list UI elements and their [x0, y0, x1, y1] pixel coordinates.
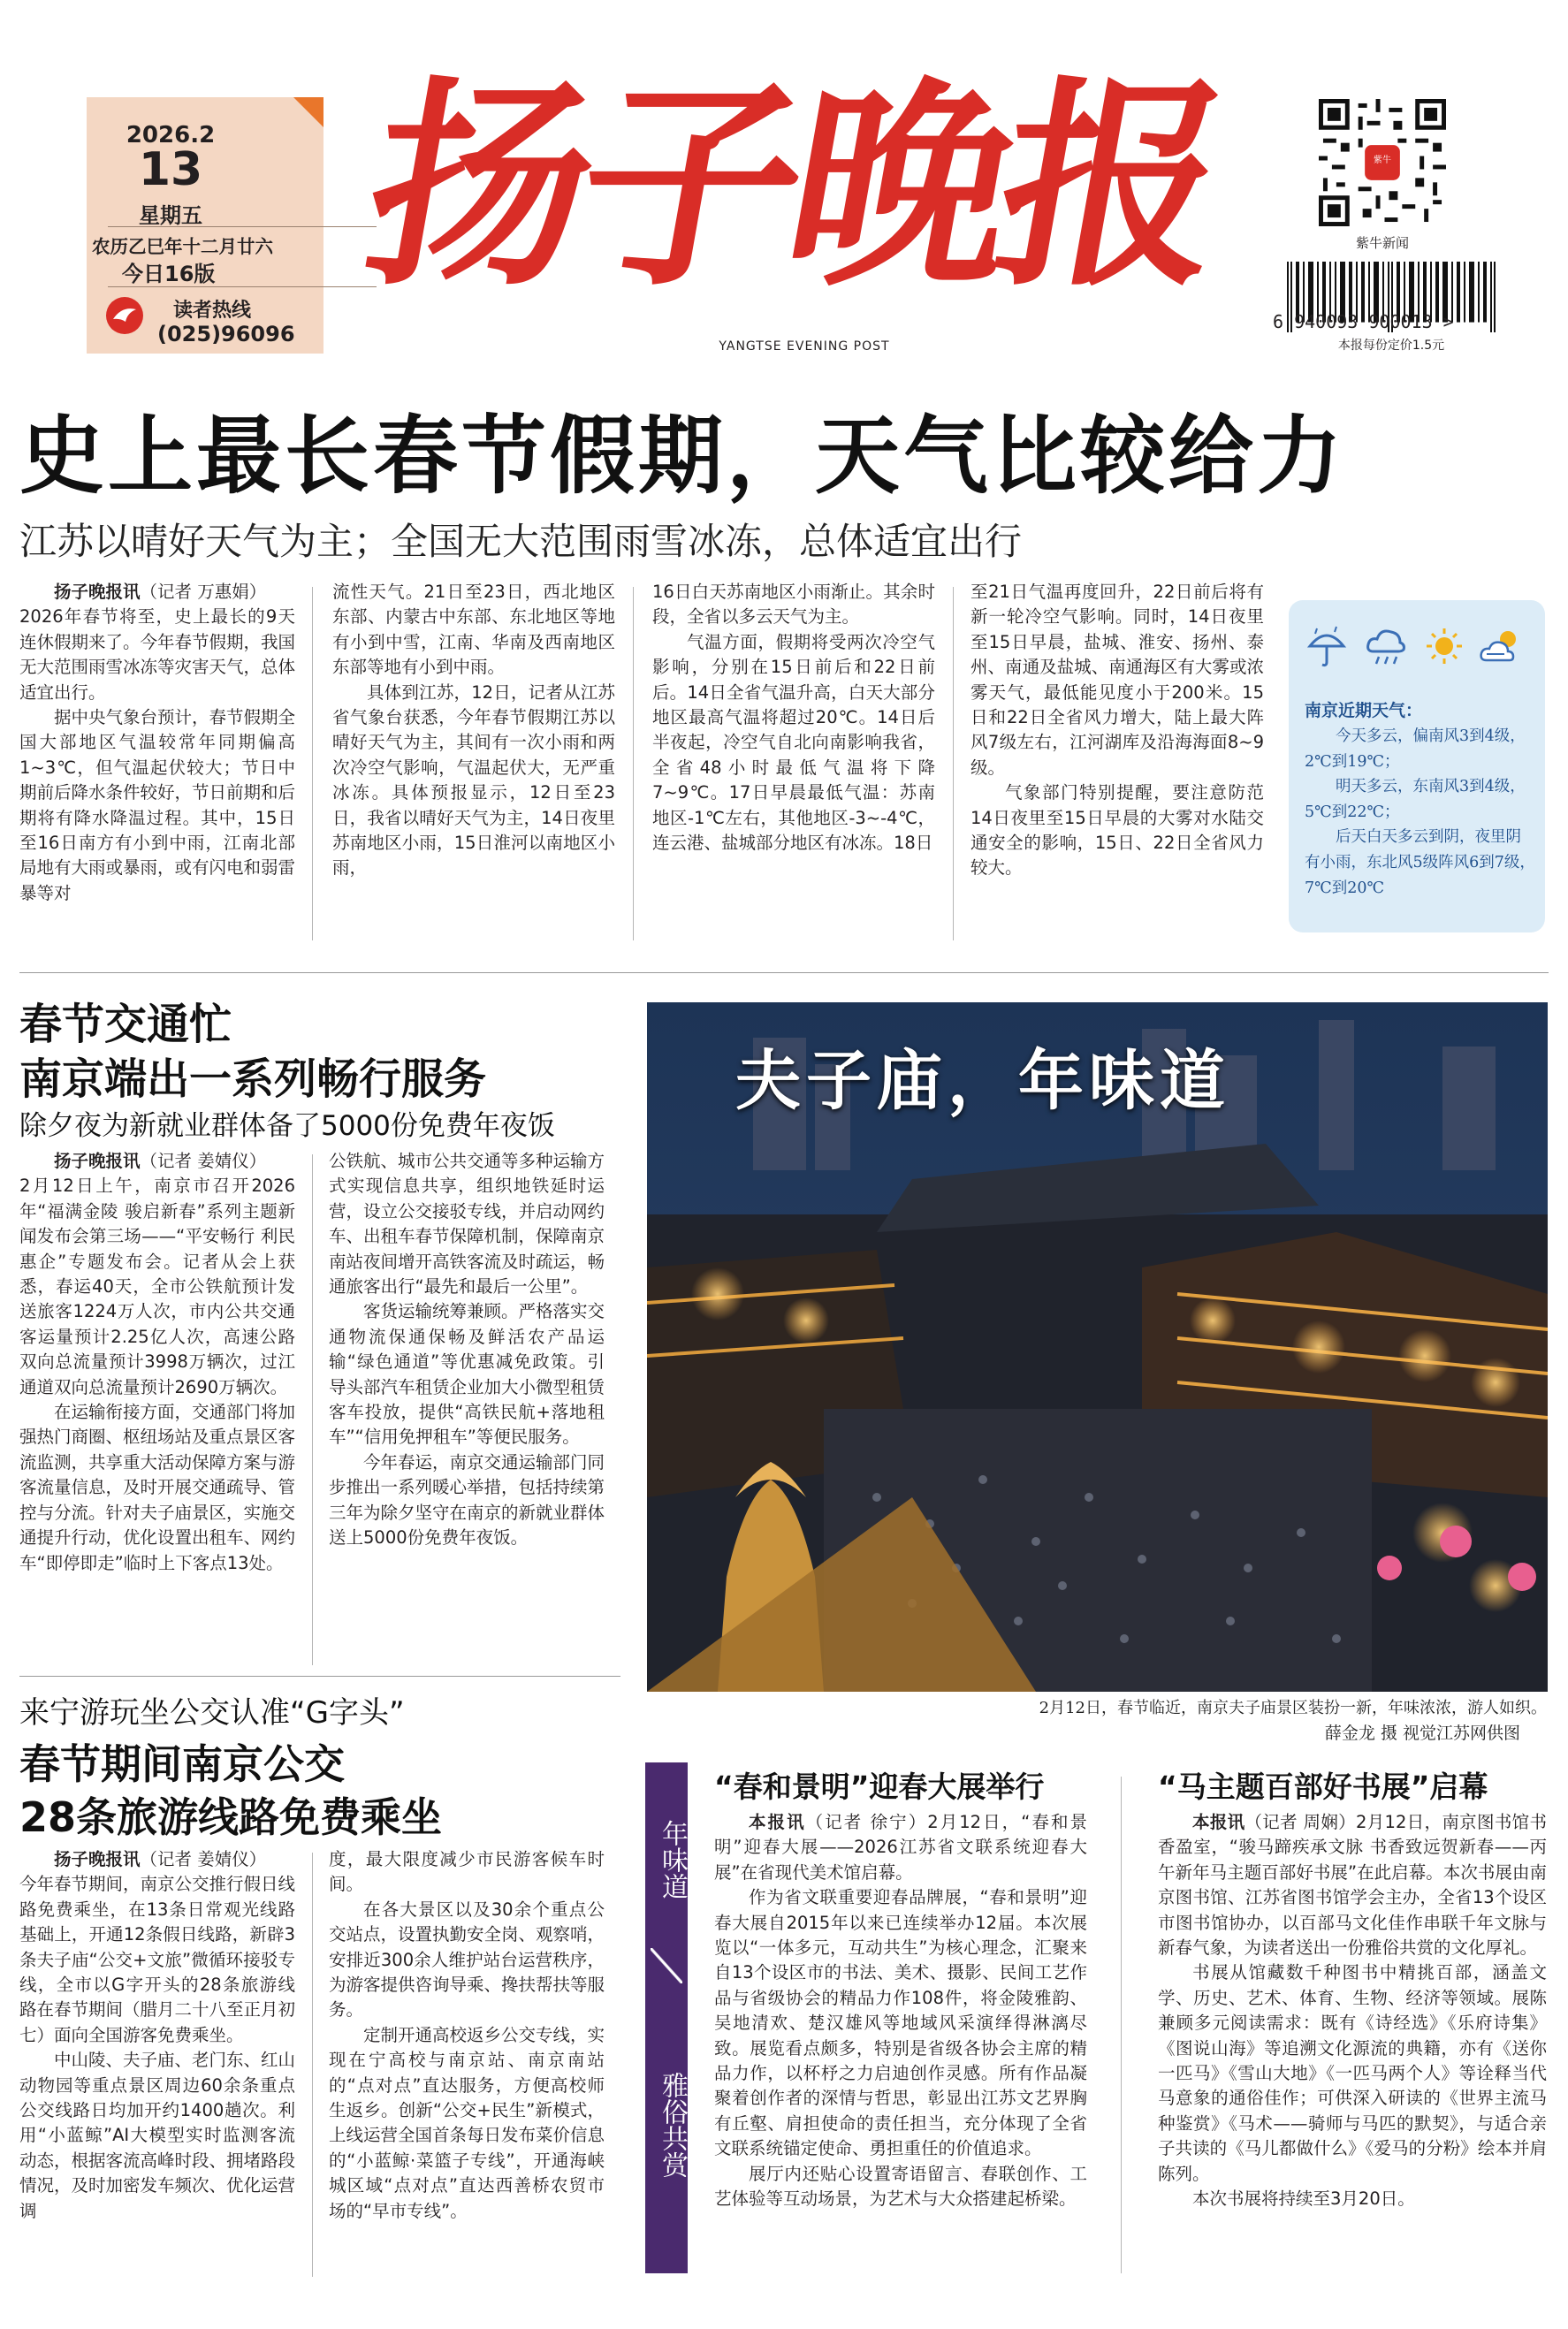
hotline-label: 读者热线: [173, 300, 252, 322]
lead-paragraph: 气温方面，假期将受两次冷空气影响，分别在15日前后和22日前后。14日全省气温升高，白天大部分地区最高气温将超过20℃。14日后半夜起，冷空气自北向南影响我省，全省48小时最低气温将下降7~9℃。17日早晨最低气温：苏南地区-1℃左右，其他地区-3~-4℃，连云港、盐城部分地区有冰冻。18日: [652, 631, 935, 854]
transport-column-1: [19, 1149, 295, 1576]
lead-paragraph: 至21日气温再度回升，22日前后将有新一轮冷空气影响。同时，14日夜里至15日早晨，盐城、淮安、扬州、泰州、南通及盐城、南通海区有大雾或浓雾天气，最低能见度小于200米。15日和22日全省风力增大，陆上最大阵风7级左右，江河湖库及沿海海面8~9级。: [970, 582, 1264, 778]
transport-paragraph: 今年春运，南京交通运输部门同步推出一系列暖心举措，包括持续第三年为除夕坚守在南京的新就业群体送上5000份免费年夜饭。: [329, 1451, 605, 1549]
lead-paragraph: 2026年春节将至，史上最长的9天连休假期来了。今年春节假期，我国无大范围雨雪冰冻等灾害天气，总体适宜出行。: [19, 606, 296, 703]
books-title: “马主题百部好书展”启幕: [1158, 1770, 1488, 1804]
issue-day: 13: [138, 143, 203, 196]
books-reporter: （记者 周娴）: [1245, 1812, 1356, 1832]
weather-line: 今天多云，偏南风3到4级，2℃到19℃；: [1305, 727, 1526, 771]
bus-paragraph: 定制开通高校返乡公交专线，实现在宁高校与南京站、南京南站的“点对点”直达服务，方便高校师生返乡。创新“公交+民生”新模式，上线运营全国首条每日发布菜价信息的“小蓝鲸·菜篮子专线”，开通海峡城区域“点对点”直达西善桥农贸市场的“早市专线”。: [329, 2024, 605, 2221]
lead-paragraph: 具体到江苏，12日，记者从江苏省气象台获悉，今年春节假期江苏以晴好天气为主，其间有一次小雨和两次冷空气影响，气温起伏大，无严重冰冻。具体预报显示，12日至23日，我省以晴好天气为主，14日夜里苏南地区小雨，15日淮河以南地区小雨，: [332, 681, 615, 879]
lead-subhead: 江苏以晴好天气为主；全国无大范围雨雪冰冻，总体适宜出行: [19, 520, 1023, 563]
bus-reporter: （记者 姜婧仪）: [140, 1849, 267, 1869]
sun-icon: [1423, 623, 1465, 669]
bus-byline: 扬子晚报讯: [54, 1849, 141, 1869]
bus-title-1: 春节期间南京公交: [19, 1740, 345, 1788]
lead-byline: 扬子晚报讯: [54, 582, 141, 602]
barcode-digits: 6 940093 900013 >: [1273, 311, 1454, 332]
lead-column-1: [19, 580, 295, 906]
exhibit-column: [714, 1810, 1087, 2212]
bus-paragraph: 在各大景区以及30余个重点公交站点，设置执勤安全岗、观察哨，安排近300余人维护站台运营秩序，为游客提供咨询导乘、搀扶帮扶等服务。: [329, 1899, 605, 2021]
bus-paragraph: 度，最大限度减少市民游客候车时间。: [329, 1849, 605, 1895]
bus-column-1: [19, 1847, 295, 2224]
qr-label: 紫牛新闻: [1355, 235, 1409, 251]
exhibit-paragraph: 作为省文联重要迎春品牌展，“春和景明”迎春大展自2015年以来已连续举办12届。本次展览以“一体多元，互动共生”为核心理念，汇聚来自13个设区市的书法、美术、摄影、民间工艺作品与省级协会的精品力作108件，将金陵雅韵、吴地清欢、楚汉雄风等地域风采演绎得淋漓尽致。展览看点颇多，特别是省级各协会主席的精品力作，以杯杼之力启迪创作灵感。所有作品凝聚着创作者的深情与哲思，彰显出江苏文艺界胸有丘壑、肩担使命的责任担当，充分体现了全省文联系统锚定使命、勇担重任的价值追求。: [714, 1887, 1087, 2159]
bus-kicker: 来宁游玩坐公交认准“G字头”: [19, 1695, 405, 1731]
weather-line: 明天多云，东南风3到4级，5℃到22℃；: [1305, 778, 1526, 821]
transport-byline: 扬子晚报讯: [54, 1151, 141, 1171]
transport-paragraph: 客货运输统筹兼顾。严格落实交通物流保通保畅及鲜活农产品运输“绿色通道”等优惠减免政策。引导头部汽车租赁企业加大小微型租赁客车投放，提供“高铁民航+落地租车”“信用免押租车”等便民服务。: [329, 1301, 605, 1448]
date-box-corner: [293, 97, 323, 127]
logo-english: YANGTSE EVENING POST: [719, 339, 890, 354]
masthead-logo: [348, 44, 1236, 345]
section-tag-top: 年味道: [657, 1820, 688, 1899]
weather-forecast: [1305, 724, 1536, 901]
logo-text: 扬子晚报: [348, 56, 1236, 316]
transport-subtitle: 除夕夜为新就业群体备了5000份免费年夜饭: [19, 1110, 555, 1142]
books-paragraph: 书展从馆藏数千种图书中精挑百部，涵盖文学、历史、艺术、体育、生物、经济等领域。展陈兼顾多元阅读需求：既有《诗经选》《乐府诗集》《图说山海》等追溯文化源流的典籍，亦有《送你一匹马》《雪山大地》《一匹马两个人》等诠释当代马意象的通俗佳作；可供深入研读的《世界主流马种鉴赏》《马术——骑师与马匹的默契》，与适合亲子共读的《马儿都做什么》《爱马的分粉》绘本并肩陈列。: [1158, 1962, 1547, 2184]
qr-badge: 紫牛: [1374, 156, 1391, 165]
transport-title-1: 春节交通忙: [19, 1000, 232, 1049]
transport-title-2: 南京端出一系列畅行服务: [19, 1054, 487, 1104]
lead-reporter: （记者 万惠娟）: [140, 582, 267, 602]
section-tag: [645, 1762, 688, 2273]
transport-paragraph: 2月12日上午，南京市召开2026年“福满金陵 骏启新春”系列主题新闻发布会第三场——“平安畅行 利民惠企”专题发布会。记者从会上获悉，春运40天，全市公铁航预计发送旅客1224万人次，市内公共交通客运量预计2.25亿人次，高速公路双向总流量预计3998万辆次，过江通道双向总流量预计2690万辆次。: [19, 1176, 295, 1397]
weather-line: 后天白天多云到阴，夜里阴有小雨，东北风5级阵风6到7级，7℃到20℃: [1305, 828, 1535, 897]
page-count: 今日16版: [122, 262, 216, 286]
lead-paragraph: 16日白天苏南地区小雨渐止。其余时段，全省以多云天气为主。: [652, 582, 935, 628]
transport-column-2: [329, 1149, 605, 1551]
exhibit-reporter: （记者 徐宁）: [805, 1812, 928, 1832]
price-label: 本报每份定价1.5元: [1337, 339, 1445, 353]
transport-paragraph: 在运输衔接方面，交通部门将加强热门商圈、枢纽场站及重点景区客流监测，共享重大活动保障方案与游客流量信息，及时开展交通疏导、管控与分流。针对夫子庙景区，实施交通提升行动，优化设置出租车、网约车“即停即走”临时上下客点13处。: [19, 1402, 296, 1573]
section-tag-bottom: 雅俗共赏: [657, 2072, 688, 2178]
date-box: [87, 97, 323, 354]
exhibit-byline: 本报讯: [749, 1812, 806, 1832]
bus-title-2: 28条旅游线路免费乘坐: [19, 1793, 443, 1841]
issue-weekday: 星期五: [139, 203, 202, 228]
bus-column-2: [329, 1847, 605, 2224]
photo-title: 夫子庙，年味道: [735, 1043, 1230, 1119]
transport-reporter: （记者 姜婧仪）: [140, 1151, 267, 1171]
hotline-logo-icon: [104, 295, 145, 336]
photo-fuzimiao: [647, 1002, 1548, 1692]
issue-date: 2026.2: [126, 122, 216, 148]
lead-paragraph: 据中央气象台预计，春节假期全国大部地区气温较常年同期偏高1~3℃，但气温起伏较大；节日中期前后降水条件较好，节日前期和后期将有降水降温过程。其中，15日至16日南方有小到中雨，江南北部局地有大雨或暴雨，或有闪电和弱雷暴等对: [19, 707, 296, 903]
exhibit-paragraph: 2月12日，“春和景明”迎春大展——2026江苏省文联系统迎春大展”在省现代美术馆启幕。: [714, 1812, 1087, 1883]
exhibit-paragraph: 展厅内还贴心设置寄语留言、春联创作、工艺体验等互动场景，为艺术与大众搭建起桥梁。: [714, 2163, 1087, 2210]
bus-paragraph: 中山陵、夫子庙、老门东、红山动物园等重点景区周边60余条重点公交线路日均加开约1400趟次。利用“小蓝鲸”AI大模型实时监测客流动态，根据客流高峰时段、拥堵路段情况，及时加密发车频次、优化运营调: [19, 2050, 296, 2221]
photo-caption: 2月12日，春节临近，南京夫子庙景区装扮一新，年味浓浓，游人如织。: [1039, 1699, 1547, 1717]
lead-paragraph: 气象部门特别提醒，要注意防范14日夜里至15日早晨的大雾对水陆交通安全的影响，15日、22日全省风力较大。: [970, 782, 1264, 879]
lunar-date: 农历乙巳年十二月廿六: [92, 236, 273, 257]
bus-paragraph: 今年春节期间，南京公交推行假日线路免费乘坐，在13条日常观光线路基础上，开通12条假日线路，新辟3条夫子庙“公交+文旅”微循环接驳专线，全市以G字开头的28条旅游线路在春节期间（腊月二十八至正月初七）面向全国游客免费乘坐。: [19, 1874, 296, 2045]
hotline-number: (025)96096: [157, 322, 295, 346]
weather-title: 南京近期天气：: [1305, 701, 1423, 720]
exhibit-title: “春和景明”迎春大展举行: [714, 1770, 1045, 1804]
lead-paragraph: 流性天气。21日至23日，西北地区东部、内蒙古中东部、东北地区等地有小到中雪，江南、华南及西南地区东部等地有小到中雨。: [332, 582, 615, 678]
transport-paragraph: 公铁航、城市公共交通等多种运输方式实现信息共享，组织地铁延时运营，设立公交接驳专线，并启动网约车、出租车春节保障机制，保障南京南站夜间增开高铁客流及时疏运，畅通旅客出行“最先和最后一公里”。: [329, 1151, 605, 1298]
books-byline: 本报讯: [1192, 1812, 1245, 1832]
lead-headline: 史上最长春节假期，天气比较给力: [19, 407, 1345, 506]
books-paragraph: 2月12日，南京图书馆书香盈室，“骏马蹄疾承文脉 书香致远贺新春——丙午新年马主题百部好书展”在此启幕。本次书展由南京图书馆、江苏省图书馆学会主办，全省13个设区市图书馆协办，以百部马文化佳作串联千年文脉与新春气象，为读者送出一份雅俗共赏的文化厚礼。: [1158, 1812, 1547, 1959]
sun-cloud-icon: [1480, 623, 1526, 669]
lead-column-4: [970, 580, 1264, 881]
lead-column-2: [332, 580, 615, 881]
cloud-rain-icon: [1365, 623, 1407, 669]
lead-column-3: [652, 580, 935, 856]
books-paragraph: 本次书展将持续至3月20日。: [1192, 2188, 1415, 2210]
photo-credit: 薛金龙 摄 视觉江苏网供图: [1324, 1724, 1520, 1743]
umbrella-rain-icon: [1306, 623, 1347, 669]
books-column: [1158, 1810, 1547, 2212]
weather-box: [1289, 600, 1545, 932]
